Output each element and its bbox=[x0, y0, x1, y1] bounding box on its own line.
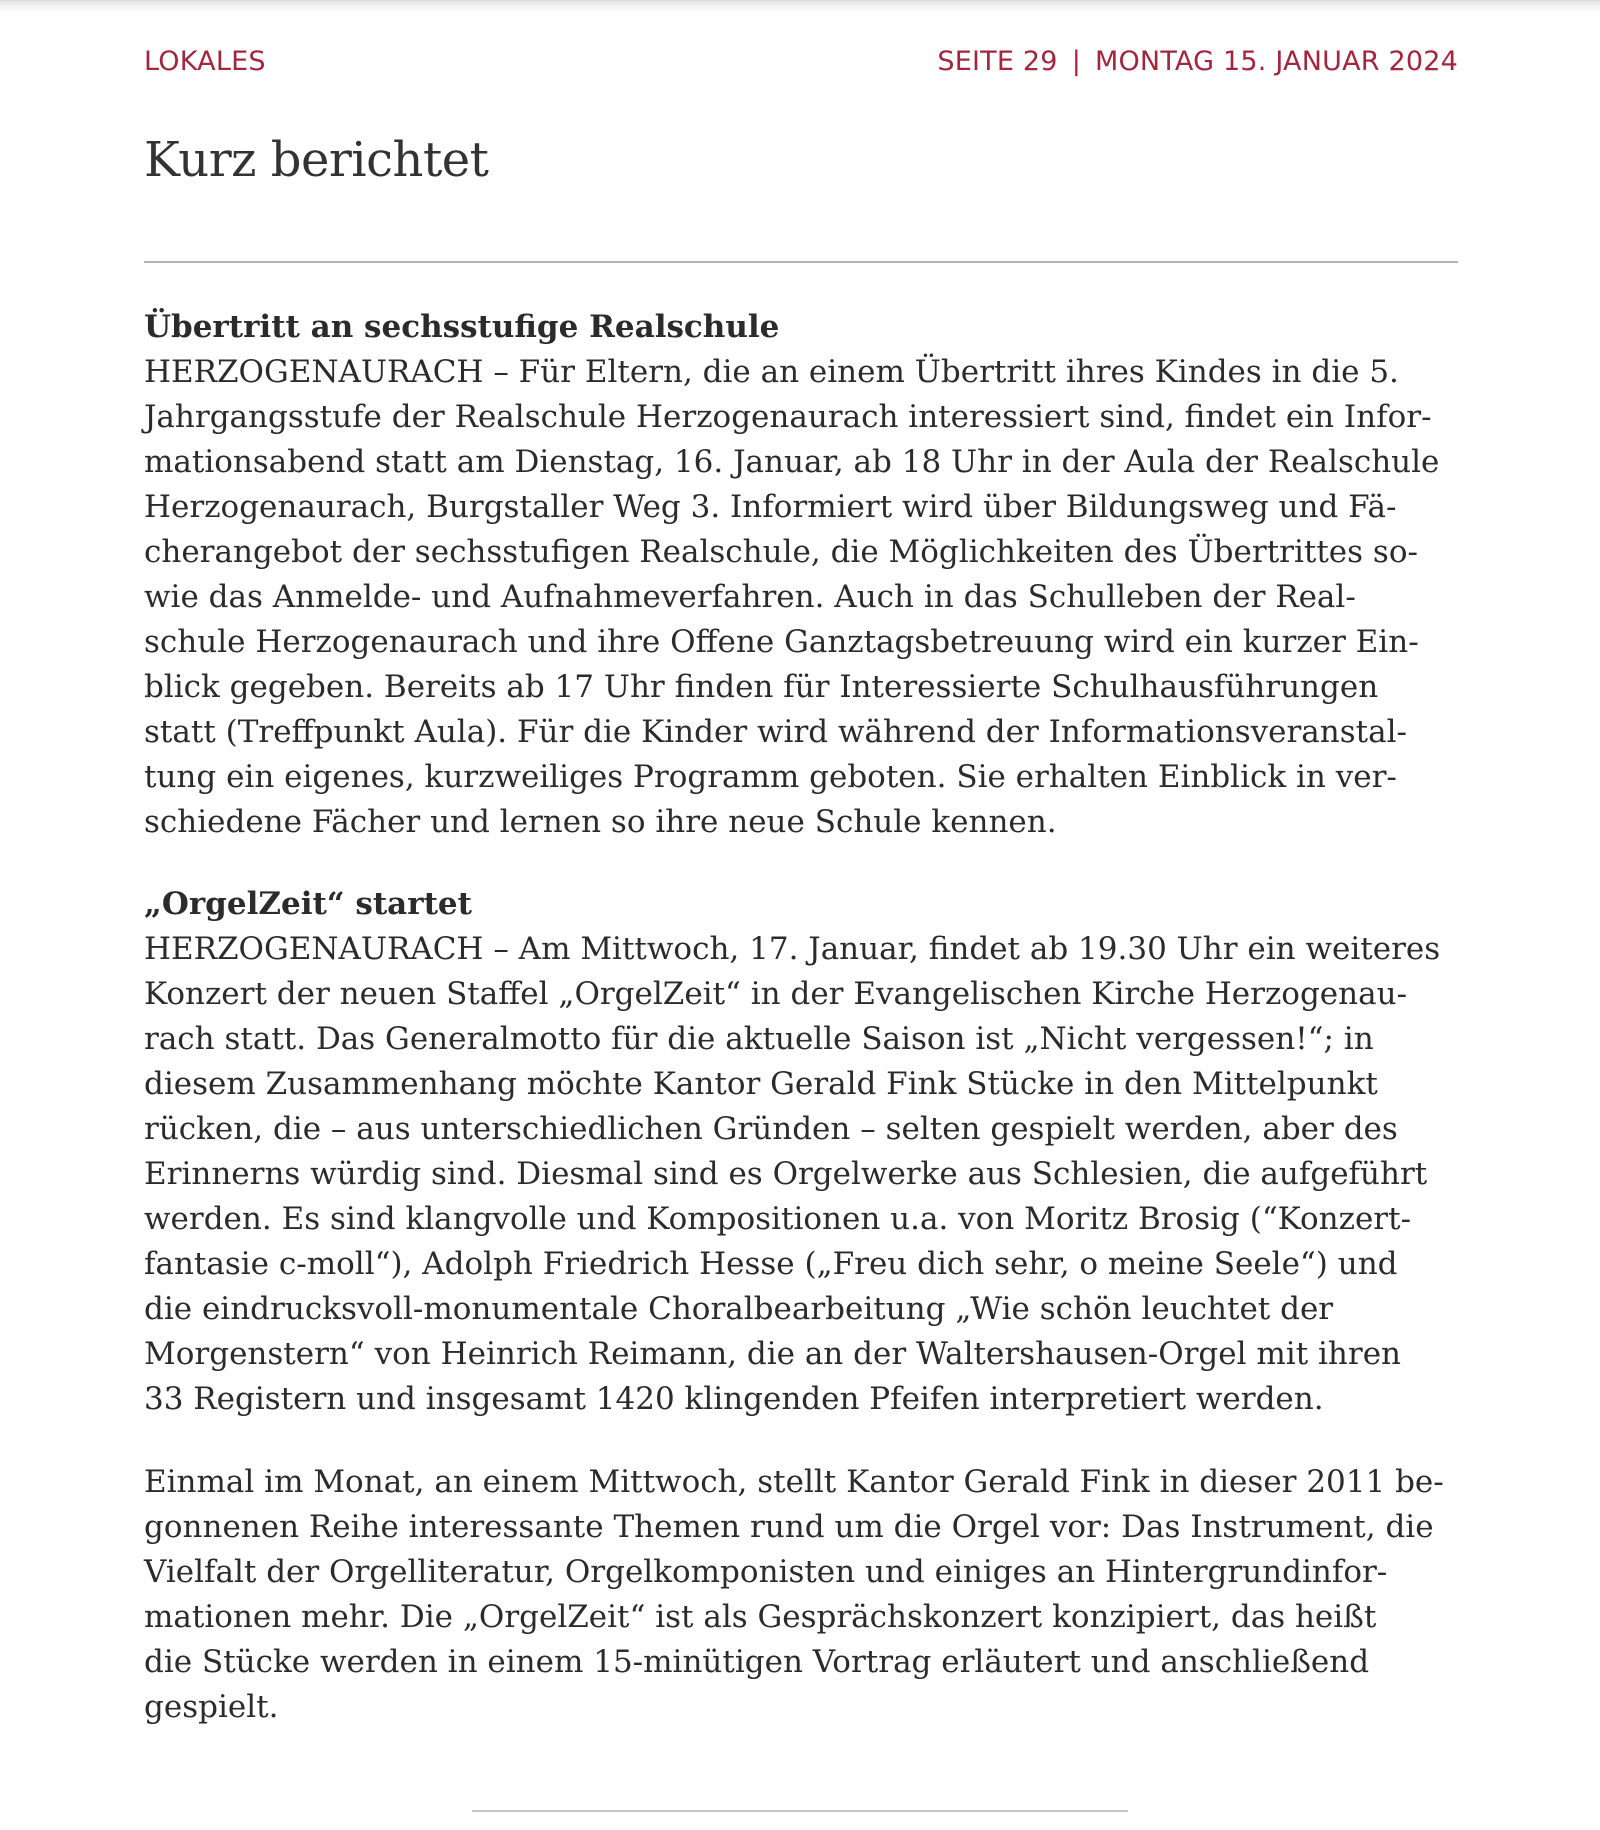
body-line: Jahrgangsstufe der Realschule Herzogenaurach interessiert sind, findet ein Infor- bbox=[144, 399, 1432, 435]
body-line: schule Herzogenaurach und ihre Offene Ganztagsbetreuung wird ein kurzer Ein- bbox=[144, 624, 1419, 660]
body-line: tung ein eigenes, kurzweiliges Programm geboten. Sie erhalten Einblick in ver- bbox=[144, 759, 1397, 795]
title-divider bbox=[144, 261, 1458, 263]
body-line: rücken, die – aus unterschiedlichen Gründen – selten gespielt werden, aber des bbox=[144, 1111, 1398, 1147]
page-title: Kurz berichtet bbox=[144, 132, 489, 188]
article-body bbox=[144, 1460, 1458, 1730]
footer-divider bbox=[472, 1810, 1128, 1812]
body-line: Konzert der neuen Staffel „OrgelZeit“ in der Evangelischen Kirche Herzogenau- bbox=[144, 976, 1408, 1012]
body-line: blick gegeben. Bereits ab 17 Uhr finden für Interessierte Schulhausführungen bbox=[144, 669, 1379, 705]
body-line: Erinnerns würdig sind. Diesmal sind es Orgelwerke aus Schlesien, die aufgeführt bbox=[144, 1156, 1428, 1192]
body-line: schiedene Fächer und lernen so ihre neue Schule kennen. bbox=[144, 804, 1057, 840]
body-line: 33 Registern und insgesamt 1420 klingenden Pfeifen interpretiert werden. bbox=[144, 1381, 1324, 1417]
body-line: gonnenen Reihe interessante Themen rund um die Orgel vor: Das Instrument, die bbox=[144, 1509, 1434, 1545]
body-line: cherangebot der sechsstufigen Realschule, die Möglichkeiten des Übertrittes so- bbox=[144, 534, 1418, 570]
body-line: diesem Zusammenhang möchte Kantor Gerald Fink Stücke in den Mittelpunkt bbox=[144, 1066, 1378, 1102]
body-line: HERZOGENAURACH – Für Eltern, die an einem Übertritt ihres Kindes in die 5. bbox=[144, 354, 1399, 390]
body-line: fantasie c-moll“), Adolph Friedrich Hesse („Freu dich sehr, o meine Seele“) und bbox=[144, 1246, 1398, 1282]
body-line: gespielt. bbox=[144, 1689, 279, 1725]
article-body bbox=[144, 350, 1458, 845]
body-line: Vielfalt der Orgelliteratur, Orgelkomponisten und einiges an Hintergrundinfor- bbox=[144, 1554, 1388, 1590]
article-orgelzeit bbox=[144, 882, 1458, 1422]
page-number: SEITE 29 bbox=[937, 46, 1058, 77]
body-line: Herzogenaurach, Burgstaller Weg 3. Informiert wird über Bildungsweg und Fä- bbox=[144, 489, 1397, 525]
header-separator: | bbox=[1071, 46, 1081, 77]
body-line: Morgenstern“ von Heinrich Reimann, die an der Waltershausen-Orgel mit ihren bbox=[144, 1336, 1402, 1372]
article-realschule bbox=[144, 305, 1458, 845]
body-line: Einmal im Monat, an einem Mittwoch, stellt Kantor Gerald Fink in dieser 2011 be- bbox=[144, 1464, 1444, 1500]
article-headline: „OrgelZeit“ startet bbox=[144, 886, 472, 922]
body-line: die Stücke werden in einem 15-minütigen Vortrag erläutert und anschließend bbox=[144, 1644, 1370, 1680]
page-meta bbox=[937, 46, 1458, 77]
body-line: statt (Treffpunkt Aula). Für die Kinder wird während der Informationsveranstal- bbox=[144, 714, 1407, 750]
page-header bbox=[144, 46, 1458, 86]
body-line: rach statt. Das Generalmotto für die aktuelle Saison ist „Nicht vergessen!“; in bbox=[144, 1021, 1374, 1057]
body-line: die eindrucksvoll-monumentale Choralbearbeitung „Wie schön leuchtet der bbox=[144, 1291, 1334, 1327]
body-line: mationsabend statt am Dienstag, 16. Januar, ab 18 Uhr in der Aula der Realschule bbox=[144, 444, 1440, 480]
body-line: HERZOGENAURACH – Am Mittwoch, 17. Januar, findet ab 19.30 Uhr ein weiteres bbox=[144, 931, 1441, 967]
article-headline: Übertritt an sechsstufige Realschule bbox=[144, 309, 780, 345]
body-line: wie das Anmelde- und Aufnahmeverfahren. Auch in das Schulleben der Real- bbox=[144, 579, 1356, 615]
body-line: mationen mehr. Die „OrgelZeit“ ist als Gesprächskonzert konzipiert, das heißt bbox=[144, 1599, 1377, 1635]
article-orgelzeit-continuation bbox=[144, 1460, 1458, 1730]
article-body bbox=[144, 927, 1458, 1422]
top-edge-shadow bbox=[0, 0, 1600, 14]
body-line: werden. Es sind klangvolle und Kompositionen u.a. von Moritz Brosig (“Konzert- bbox=[144, 1201, 1412, 1237]
issue-date: MONTAG 15. JANUAR 2024 bbox=[1094, 46, 1458, 77]
section-label: LOKALES bbox=[144, 46, 266, 77]
